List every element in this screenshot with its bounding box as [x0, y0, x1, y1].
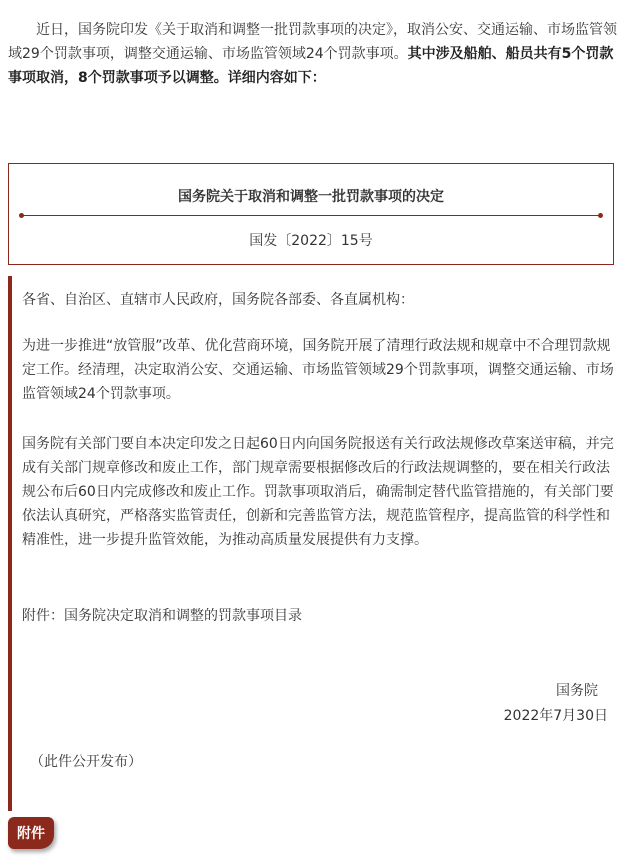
document-title: 国务院关于取消和调整一批罚款事项的决定 [178, 189, 444, 205]
attachment-line: 附件：国务院决定取消和调整的罚款事项目录 [22, 608, 302, 624]
intro-text: 近日，国务院印发《关于取消和调整一批罚款事项的决定》，取消公安、交通运输、市场监管领域29个罚款事项，调整交通运输、市场监管领域24个罚款事项。 [8, 22, 617, 62]
addressee-line: 各省、自治区、直辖市人民政府，国务院各部委、各直属机构： [22, 292, 414, 308]
body-paragraph-2: 国务院有关部门要自本决定印发之日起60日内向国务院报送有关行政法规修改草案送审稿，并完成有关部门规章修改和废止工作，部门规章需要根据修改后的行政法规调整的，要在相关行政法规公布后60日内完成修改和废止工作。罚款事项取消后，确需制定替代监管措施的，有关部门要依法认真研究，严格落实监管责任，创新和完善监管方法，规范监管程序，提高监管的科学性和精准性，进一步提升监管效能，为推动高质量发展提供有力支撑。 [22, 436, 614, 548]
document-number: 国发〔2022〕15号 [249, 233, 373, 249]
body-accent-bar [8, 276, 12, 811]
issuer-signature: 国务院 [556, 683, 598, 699]
attachment-badge[interactable]: 附件 [8, 817, 54, 849]
intro-bold-text: 其中涉及船舶、船员共有5个罚款事项取消，8个罚款事项予以调整。详细内容如下： [8, 46, 614, 86]
document-body [8, 276, 620, 811]
publication-note: （此件公开发布） [30, 754, 142, 770]
divider-right-dot [598, 213, 603, 218]
intro-paragraph [8, 18, 620, 90]
issue-date: 2022年7月30日 [503, 708, 608, 724]
body-paragraph-1: 为进一步推进“放管服”改革、优化营商环境，国务院开展了清理行政法规和规章中不合理罚款规定工作。经清理，决定取消公安、交通运输、市场监管领域29个罚款事项，调整交通运输、市场监管领域24个罚款事项。 [22, 338, 614, 402]
title-divider [21, 215, 601, 216]
divider-left-dot [19, 213, 24, 218]
document-title-box [8, 163, 614, 265]
